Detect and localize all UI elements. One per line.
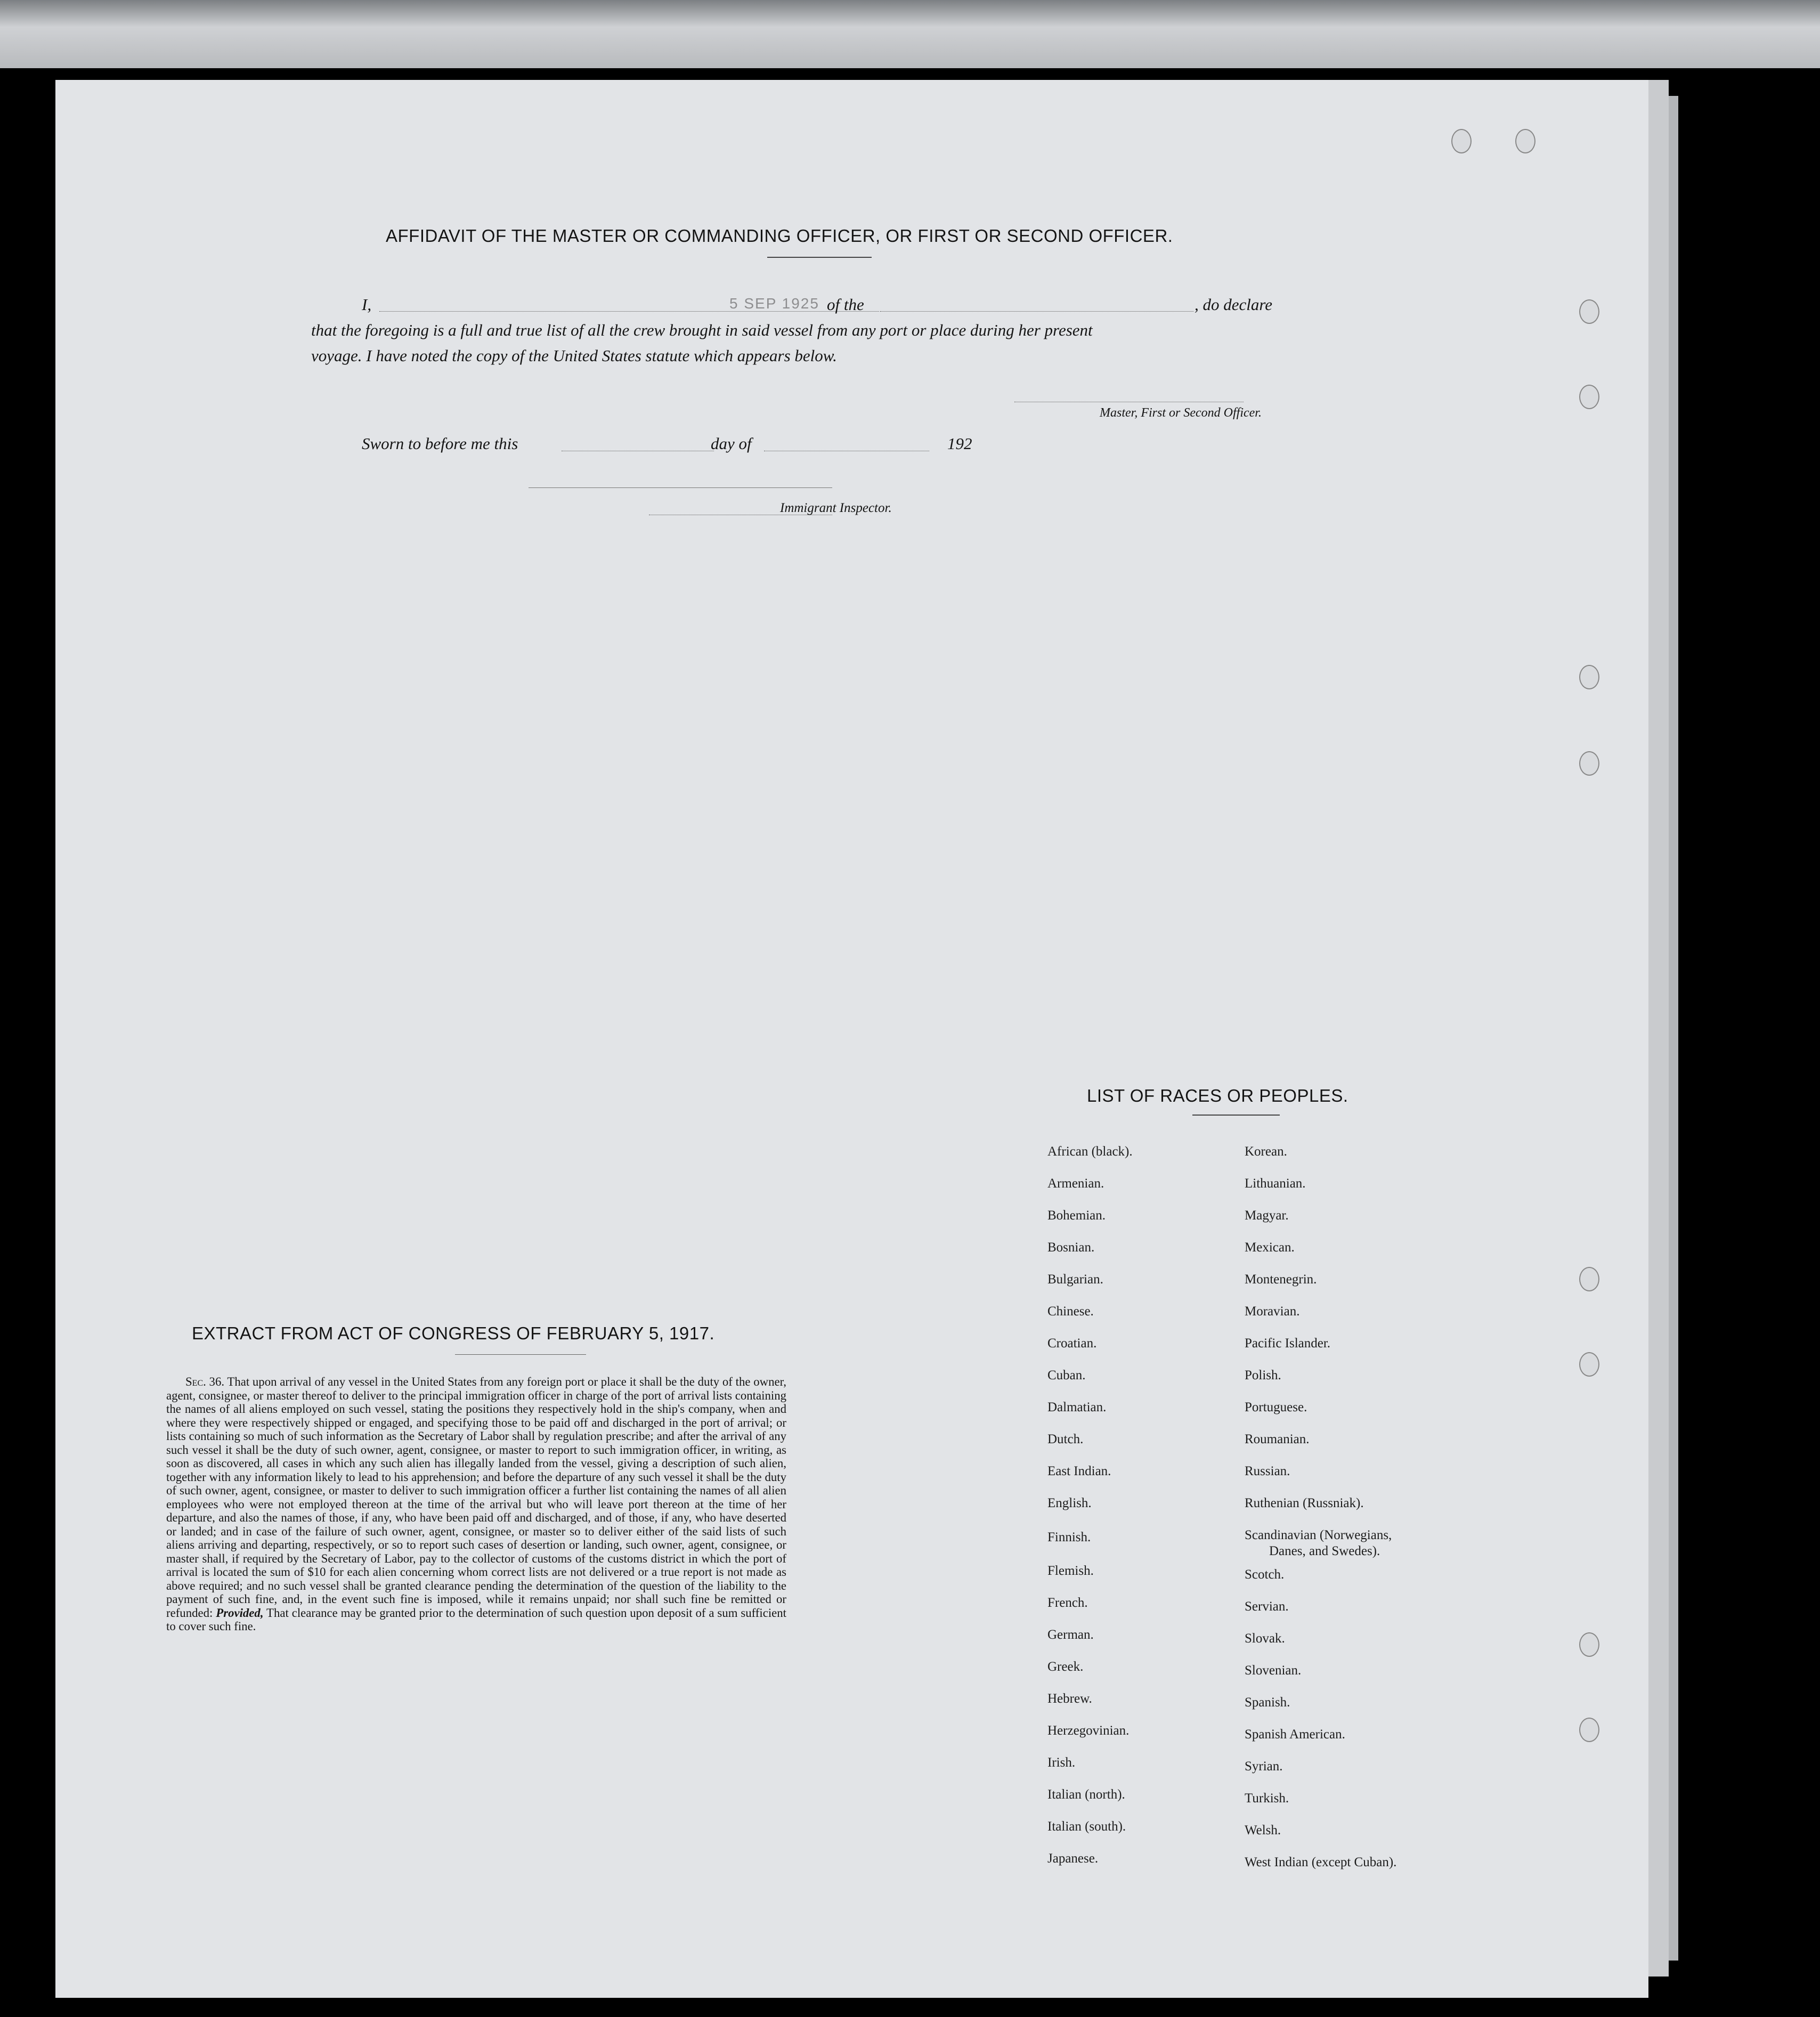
race-item: Irish. — [1047, 1755, 1076, 1770]
race-item: Dalmatian. — [1047, 1400, 1107, 1414]
races-title: LIST OF RACES OR PEOPLES. — [1087, 1086, 1348, 1105]
affidavit-do-declare: , do declare — [1195, 295, 1273, 314]
punch-hole — [1579, 385, 1599, 409]
affidavit-of-the: of the — [827, 295, 864, 314]
extract-body — [166, 1375, 786, 1633]
punch-hole — [1579, 1632, 1599, 1657]
race-item: Scandinavian (Norwegians, — [1245, 1528, 1392, 1542]
vessel-blank-line — [880, 311, 1193, 312]
race-item: Mexican. — [1245, 1240, 1295, 1255]
race-item: Bosnian. — [1047, 1240, 1095, 1255]
race-item: Danes, and Swedes). — [1269, 1544, 1380, 1558]
race-item: East Indian. — [1047, 1464, 1111, 1478]
section-label: Sec. 36. — [185, 1375, 225, 1388]
provided-label: Provided, — [216, 1606, 264, 1620]
affidavit-title: AFFIDAVIT OF THE MASTER OR COMMANDING OFFICER, OR FIRST OR SECOND OFFICER. — [386, 226, 1173, 246]
race-item: Greek. — [1047, 1660, 1084, 1674]
race-item: Slovenian. — [1245, 1663, 1302, 1678]
race-item: Hebrew. — [1047, 1691, 1092, 1706]
race-item: Italian (south). — [1047, 1819, 1126, 1834]
inspector-label: Immigrant Inspector. — [780, 501, 892, 515]
race-item: Dutch. — [1047, 1432, 1084, 1446]
race-item: German. — [1047, 1628, 1094, 1642]
sworn-prefix: Sworn to before me this — [362, 434, 518, 453]
race-item: Slovak. — [1245, 1631, 1285, 1646]
races-column-1 — [1047, 1136, 1133, 1875]
race-item: Flemish. — [1047, 1564, 1094, 1578]
race-item: Portuguese. — [1245, 1400, 1307, 1414]
race-item: Montenegrin. — [1245, 1272, 1317, 1287]
race-item: Magyar. — [1245, 1208, 1289, 1223]
race-item: Syrian. — [1245, 1759, 1283, 1774]
top-paper-strip — [0, 0, 1820, 68]
race-item: Turkish. — [1245, 1791, 1289, 1805]
punch-hole — [1579, 751, 1599, 776]
punch-hole — [1579, 1718, 1599, 1742]
document-page — [55, 80, 1648, 1998]
affidavit-line-2: that the foregoing is a full and true list of all the crew brought in said vessel from any port or place during her present — [311, 321, 1093, 339]
races-column-2 — [1245, 1136, 1396, 1878]
race-item: French. — [1047, 1596, 1088, 1610]
race-item: West Indian (except Cuban). — [1245, 1855, 1397, 1869]
race-item: Welsh. — [1245, 1823, 1281, 1837]
race-item: Spanish American. — [1245, 1727, 1345, 1742]
race-item: Herzegovinian. — [1047, 1723, 1130, 1738]
race-item: Japanese. — [1047, 1851, 1099, 1866]
race-item: Scotch. — [1245, 1567, 1285, 1582]
punch-hole — [1579, 1352, 1599, 1377]
punch-hole — [1515, 129, 1535, 153]
race-item: Finnish. — [1047, 1530, 1091, 1544]
title-divider — [767, 257, 872, 258]
race-item: African (black). — [1047, 1144, 1133, 1159]
race-item: Bulgarian. — [1047, 1272, 1103, 1287]
punch-hole — [1579, 299, 1599, 324]
race-item: Chinese. — [1047, 1304, 1094, 1319]
affidavit-line-3: voyage. I have noted the copy of the United States statute which appears below. — [311, 346, 837, 365]
extract-divider — [455, 1354, 586, 1355]
sworn-day-of: day of — [711, 434, 752, 453]
provided-text: That clearance may be granted prior to the determination of such question upon deposit of a sum sufficient to cover such fine. — [166, 1606, 786, 1633]
race-item: Spanish. — [1245, 1695, 1290, 1710]
race-item: Roumanian. — [1245, 1432, 1310, 1446]
race-item: Servian. — [1245, 1599, 1289, 1614]
sworn-year: 192 — [947, 434, 972, 453]
race-item: Bohemian. — [1047, 1208, 1106, 1223]
date-stamp: 5 SEP 1925 — [729, 295, 819, 312]
race-item: Lithuanian. — [1245, 1176, 1306, 1191]
race-item: Italian (north). — [1047, 1787, 1125, 1802]
affidavit-i-label: I, — [362, 295, 372, 314]
extract-title: EXTRACT FROM ACT OF CONGRESS OF FEBRUARY 5, 1917. — [192, 1323, 715, 1343]
race-item: Polish. — [1245, 1368, 1281, 1382]
race-item: Croatian. — [1047, 1336, 1097, 1351]
race-item: Moravian. — [1245, 1304, 1300, 1319]
race-item: English. — [1047, 1496, 1092, 1510]
race-item: Ruthenian (Russniak). — [1245, 1496, 1364, 1510]
punch-hole — [1579, 1267, 1599, 1291]
race-item: Armenian. — [1047, 1176, 1104, 1191]
race-item: Pacific Islander. — [1245, 1336, 1331, 1351]
race-item: Korean. — [1245, 1144, 1287, 1159]
section-text: That upon arrival of any vessel in the United States from any foreign port or place it shall be the duty of the owner, agent, consignee, or master thereof to deliver to the principal immigration officer in charge of the port of arrival lists containing the names of all aliens employed on such vessel, stating the positions they respectively hold in the ship's company, when and where they were respectively shipped or engaged, and specifying those to be paid off and discharged in the port of arrival; or lists containing so much of such information as the Secretary of Labor shall by regulation prescribe; and after the arrival of any such vessel it shall be the duty of such owner, agent, consignee, or master to report to such immigration officer, in writing, as soon as discovered, all cases in which any such alien has illegally landed from the vessel, giving a description of such alien, together with any information likely to lead to his apprehension; and before the departure of any such vessel it shall be the duty of such owner, agent, consignee, or master to deliver to such immigration officer a further list containing the names of all alien employees who were not employed thereon at the time of the arrival but who will leave port thereon at the time of her departure, and also the names of those, if any, who have been paid off and discharged, and of those, if any, who have deserted or landed; and in case of the failure of such owner, agent, consignee, or master so to deliver either of the said lists of such aliens arriving and departing, respectively, or so to report such cases of desertion or landing, such owner, agent, consignee, or master shall, if required by the Secretary of Labor, pay to the collector of customs of the customs district in which the port of arrival is located the sum of $10 for each alien concerning whom correct lists are not delivered or a true report is not made as above required; and no such vessel shall be granted clearance pending the determination of the question of the liability to the payment of such fine, and, in the event such fine is imposed, while it remains unpaid; nor shall such fine be remitted or refunded: — [166, 1375, 786, 1620]
race-item: Cuban. — [1047, 1368, 1086, 1382]
punch-hole — [1451, 129, 1472, 153]
inspector-divider — [529, 487, 832, 488]
race-item: Russian. — [1245, 1464, 1290, 1478]
punch-hole — [1579, 665, 1599, 689]
races-divider — [1192, 1115, 1280, 1116]
master-signature-label: Master, First or Second Officer. — [1100, 406, 1262, 420]
